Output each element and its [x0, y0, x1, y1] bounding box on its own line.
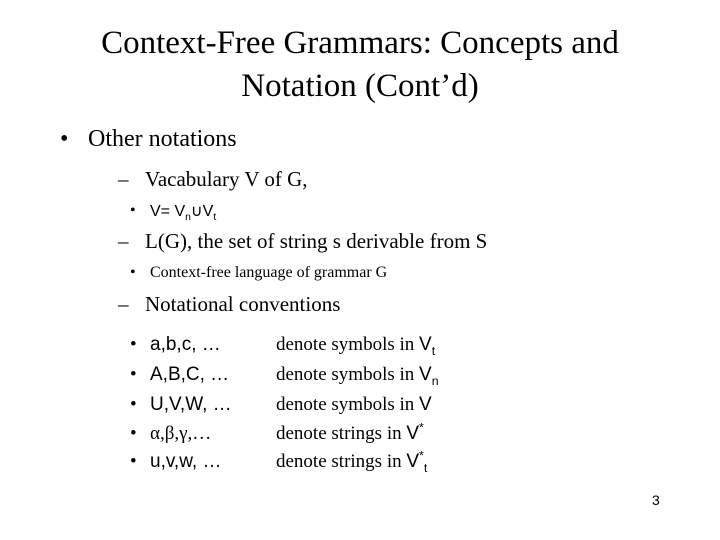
convention-description: denote symbols in $V_t$ — [276, 334, 436, 358]
convention-description: denote strings in V* — [276, 420, 424, 444]
convention-description: denote symbols in $V_n$ — [276, 364, 439, 388]
bullet: • — [130, 334, 137, 355]
language-label: L(G), the set of string s derivable from S — [145, 229, 488, 253]
convention-description: denote symbols in V — [276, 394, 432, 415]
dash: – — [118, 229, 129, 253]
slide-title — [0, 22, 720, 108]
convention-description: denote strings in $V^*_t$ — [276, 448, 428, 475]
bullet: • — [130, 423, 137, 444]
title-line-2: Notation (Cont’d) — [241, 68, 479, 104]
bullet: • — [60, 126, 69, 152]
bullet: • — [130, 451, 137, 472]
convention-symbols: A,B,C, … — [150, 364, 230, 385]
other-notations-heading: Other notations — [88, 126, 237, 152]
conventions-label: Notational conventions — [145, 292, 341, 316]
page-number: 3 — [652, 492, 660, 508]
bullet: • — [130, 364, 137, 385]
bullet: • — [130, 202, 136, 219]
convention-symbols: U,V,W, … — [150, 394, 232, 415]
convention-symbols: α,β,γ,… — [150, 423, 212, 444]
dash: – — [118, 292, 129, 316]
title-line-1: Context-Free Grammars: Concepts and — [101, 25, 619, 61]
bullet: • — [130, 394, 137, 415]
vocabulary-formula: $V= V_n\cup V_t$ — [150, 203, 217, 224]
bullet: • — [130, 264, 136, 281]
language-description: Context-free language of grammar G — [150, 264, 388, 281]
convention-symbols: u,v,w, … — [150, 451, 222, 472]
vocabulary-label: Vacabulary V of G, — [145, 167, 308, 191]
dash: – — [118, 167, 129, 191]
convention-symbols: a,b,c, … — [150, 334, 221, 355]
